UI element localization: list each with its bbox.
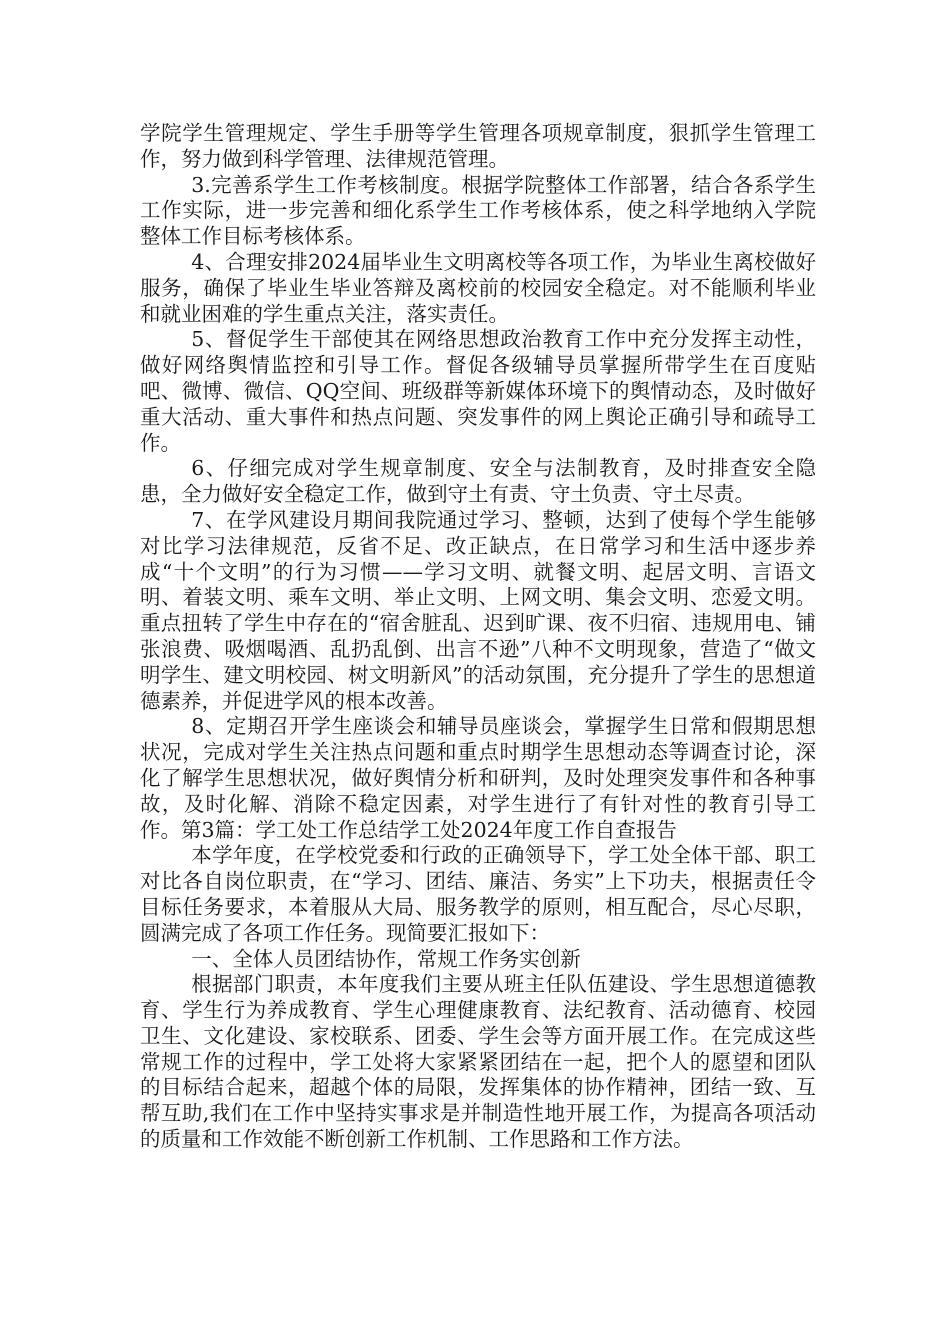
paragraph-report-intro: 本学年度，在学校党委和行政的正确领导下，学工处全体干部、职工对比各自岗位职责，在“学习、团结、廉洁、务实”上下功夫，根据责任令目标任务要求，本着服从大局、服务教学的原则，相互配合，尽心尽职，圆满完成了各项工作任务。现简要汇报如下： — [140, 843, 816, 945]
paragraph-item-5: 5、督促学生干部使其在网络思想政治教育工作中充分发挥主动性，做好网络舆情监控和引导工作。督促各级辅导员掌握所带学生在百度贴吧、微博、微信、QQ空间、班级群等新媒体环境下的舆情动态，及时做好重大活动、重大事件和热点问题、突发事件的网上舆论正确引导和疏导工作。 — [140, 327, 816, 455]
paragraph-item-7: 7、在学风建设月期间我院通过学习、整顿，达到了使每个学生能够对比学习法律规范，反省不足、改正缺点，在日常学习和生活中逐步养成“十个文明”的行为习惯——学习文明、就餐文明、起居文明、言语文明、着装文明、乘车文明、举止文明、上网文明、集会文明、恋爱文明。重点扭转了学生中存在的“宿舍脏乱、迟到旷课、夜不归宿、违规用电、铺张浪费、吸烟喝酒、乱扔乱倒、出言不逊”八种不文明现象，营造了“做文明学生、建文明校园、树文明新风”的活动氛围，充分提升了学生的思想道德素养，并促进学风的根本改善。 — [140, 507, 816, 713]
section-heading: 一、全体人员团结协作，常规工作务实创新 — [191, 946, 581, 971]
paragraph-item-6: 6、仔细完成对学生规章制度、安全与法制教育，及时排查安全隐患，全力做好安全稳定工作，做到守土有责、守土负责、守土尽责。 — [140, 456, 816, 507]
paragraph-item-3: 3.完善系学生工作考核制度。根据学院整体工作部署，结合各系学生工作实际，进一步完善和细化系学生工作考核体系，使之科学地纳入学院整体工作目标考核体系。 — [140, 172, 816, 249]
paragraph-item-4: 4、合理安排2024届毕业生文明离校等各项工作，为毕业生离校做好服务，确保了毕业生毕业答辩及离校前的校园安全稳定。对不能顺利毕业和就业困难的学生重点关注，落实责任。 — [140, 249, 816, 326]
paragraph-item-8: 8、定期召开学生座谈会和辅导员座谈会，掌握学生日常和假期思想状况，完成对学生关注热点问题和重点时期学生思想动态等调查讨论，深化了解学生思想状况，做好舆情分析和研判，及时处理突发事件和各种事故，及时化解、消除不稳定因素，对学生进行了有针对性的教育引导工作。第3篇：学工处工作总结学工处2024年度工作自查报告 — [140, 714, 816, 842]
paragraph-section-body: 根据部门职责，本年度我们主要从班主任队伍建设、学生思想道德教育、学生行为养成教育、学生心理健康教育、法纪教育、活动德育、校园卫生、文化建设、家校联系、团委、学生会等方面开展工作。在完成这些常规工作的过程中，学工处将大家紧紧团结在一起，把个人的愿望和团队的目标结合起来，超越个体的局限，发挥集体的协作精神，团结一致、互帮互助,我们在工作中坚持实事求是并制造性地开展工作，为提高各项活动的质量和工作效能不断创新工作机制、工作思路和工作方法。 — [140, 972, 816, 1152]
paragraph-continuation: 学院学生管理规定、学生手册等学生管理各项规章制度，狠抓学生管理工作，努力做到科学管理、法律规范管理。 — [140, 121, 816, 171]
document-page — [140, 121, 816, 1153]
